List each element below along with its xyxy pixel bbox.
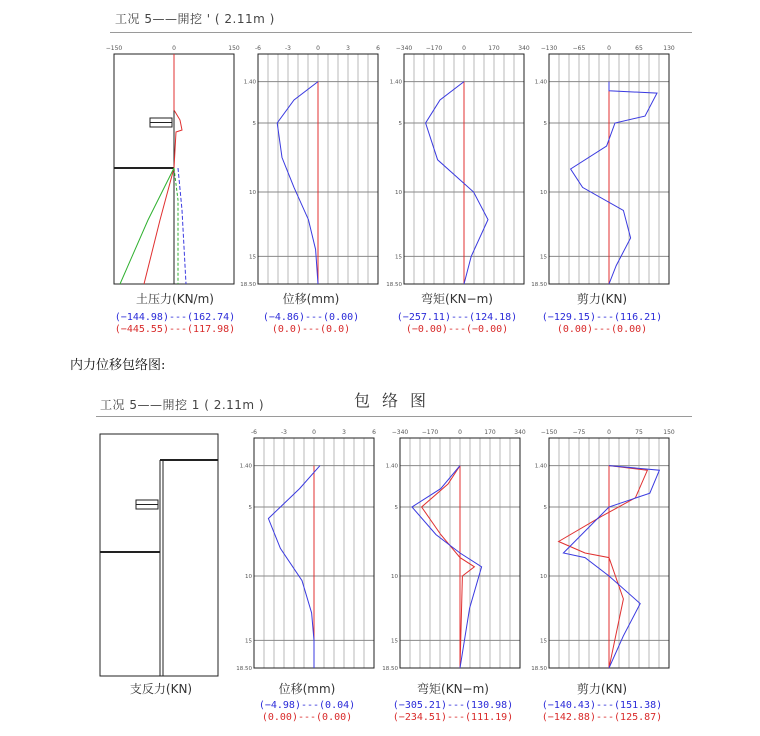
depth-tick-label: 18.50	[531, 282, 547, 288]
top-tick-label: −75	[572, 429, 586, 436]
top-tick-label: 3	[346, 45, 350, 52]
depth-tick-label: 10	[245, 574, 252, 580]
depth-tick-label: 15	[245, 638, 252, 645]
depth-tick-label: 1.40	[243, 79, 256, 86]
section1-header: 工况 5——開挖 ' ( 2.11m )	[115, 12, 275, 26]
soil-green-line	[120, 168, 174, 284]
depth-tick-label: 18.50	[531, 666, 547, 672]
top-tick-label: −65	[572, 45, 586, 52]
s1-moment-blue-range: (−257.11)---(124.18)	[396, 312, 518, 323]
top-tick-label: 6	[376, 45, 380, 52]
top-tick-label: 0	[607, 45, 611, 52]
depth-tick-label: 10	[391, 574, 398, 580]
s2-disp-red-range: (0.00)---(0.00)	[261, 712, 353, 723]
top-tick-label: 0	[316, 45, 320, 52]
soil-pressure-chart	[100, 40, 250, 290]
depth-tick-label: 18.50	[382, 666, 398, 672]
depth-tick-label: 18.50	[240, 282, 256, 288]
red-curve	[559, 466, 648, 668]
depth-tick-label: 5	[398, 121, 402, 127]
s1-disp-red-range: (0.0)---(0.0)	[271, 324, 351, 335]
blue-curve	[563, 466, 659, 668]
top-tick-label: −170	[425, 45, 443, 52]
blue-curve	[426, 82, 488, 284]
top-tick-label: 75	[635, 429, 643, 436]
envelope-title: 包络图	[354, 391, 439, 410]
depth-tick-label: 5	[252, 121, 256, 127]
depth-tick-label: 15	[540, 638, 547, 645]
s2-disp-chart	[232, 424, 382, 674]
depth-tick-label: 15	[540, 254, 547, 261]
blue-curve	[571, 82, 657, 284]
s1-shear-chart	[527, 40, 677, 290]
blue-curve	[277, 82, 318, 284]
envelope-label: 内力位移包络图:	[70, 358, 166, 373]
top-tick-label: 340	[518, 45, 530, 52]
top-tick-label: 65	[635, 45, 643, 52]
s1-moment-red-range: (−0.00)---(−0.00)	[405, 324, 509, 335]
top-tick-label: 170	[488, 45, 500, 52]
top-tick-label: -3	[281, 429, 287, 436]
top-tick-label: −170	[421, 429, 439, 436]
s2-disp-blue-range: (−4.98)---(0.04)	[258, 700, 356, 711]
s2-disp-caption: 位移(mm)	[278, 682, 336, 696]
depth-tick-label: 18.50	[236, 666, 252, 672]
s1-disp-caption: 位移(mm)	[282, 292, 340, 306]
depth-tick-label: 5	[394, 505, 398, 511]
depth-tick-label: 18.50	[386, 282, 402, 288]
support-caption: 支反力(KN)	[129, 682, 193, 696]
top-tick-label: 3	[342, 429, 346, 436]
s2-moment-chart	[378, 424, 528, 674]
soil-blue-line	[178, 168, 186, 284]
depth-tick-label: 5	[543, 121, 547, 127]
depth-tick-label: 15	[391, 638, 398, 645]
top-tick-label: 6	[372, 429, 376, 436]
depth-tick-label: 5	[543, 505, 547, 511]
s2-shear-chart	[527, 424, 677, 674]
s1-shear-blue-range: (−129.15)---(116.21)	[541, 312, 663, 323]
s1-moment-chart	[382, 40, 532, 290]
support-frame	[100, 434, 218, 676]
depth-tick-label: 1.40	[534, 463, 547, 470]
s1-disp-chart	[236, 40, 386, 290]
depth-tick-label: 5	[248, 505, 252, 511]
top-tick-label: -3	[285, 45, 291, 52]
soil-top-tick: 150	[228, 45, 240, 52]
depth-tick-label: 15	[395, 254, 402, 261]
depth-tick-label: 15	[249, 254, 256, 261]
top-tick-label: 0	[312, 429, 316, 436]
s1-disp-blue-range: (−4.86)---(0.00)	[262, 312, 360, 323]
top-tick-label: −150	[540, 429, 558, 436]
soil-green-right	[174, 168, 178, 284]
top-tick-label: 170	[484, 429, 496, 436]
soil-blue-range: (−144.98)---(162.74)	[114, 312, 236, 323]
s2-moment-red-range: (−234.51)---(111.19)	[392, 712, 514, 723]
s2-shear-red-range: (−142.88)---(125.87)	[541, 712, 663, 723]
s2-shear-blue-range: (−140.43)---(151.38)	[541, 700, 663, 711]
depth-tick-label: 1.40	[385, 463, 398, 470]
top-tick-label: −130	[540, 45, 558, 52]
s1-moment-caption: 弯矩(KN−m)	[421, 292, 493, 306]
top-tick-label: 0	[458, 429, 462, 436]
s1-shear-red-range: (0.00)---(0.00)	[556, 324, 648, 335]
top-tick-label: 340	[514, 429, 526, 436]
s1-shear-caption: 剪力(KN)	[576, 292, 628, 306]
depth-tick-label: 1.40	[534, 79, 547, 86]
section1-rule	[110, 32, 692, 33]
soil-top-tick: 0	[172, 45, 176, 52]
section2-header: 工况 5——開挖 1 ( 2.11m )	[100, 398, 265, 412]
top-tick-label: -6	[255, 45, 261, 52]
top-tick-label: 130	[663, 45, 675, 52]
top-tick-label: 150	[663, 429, 675, 436]
blue-curve	[412, 466, 482, 668]
s2-moment-caption: 弯矩(KN−m)	[417, 682, 489, 696]
top-tick-label: 0	[607, 429, 611, 436]
support-reaction-chart	[96, 428, 226, 680]
depth-tick-label: 10	[249, 190, 256, 196]
depth-tick-label: 1.40	[389, 79, 402, 86]
depth-tick-label: 10	[395, 190, 402, 196]
depth-tick-label: 10	[540, 574, 547, 580]
top-tick-label: −340	[395, 45, 413, 52]
top-tick-label: -6	[251, 429, 257, 436]
s2-moment-blue-range: (−305.21)---(130.98)	[392, 700, 514, 711]
depth-tick-label: 1.40	[239, 463, 252, 470]
soil-top-tick: −150	[105, 45, 123, 52]
top-tick-label: −340	[391, 429, 409, 436]
soil-red-range: (−445.55)---(117.98)	[114, 324, 236, 335]
soil-caption: 土压力(KN/m)	[136, 292, 214, 306]
s2-shear-caption: 剪力(KN)	[576, 682, 628, 696]
depth-tick-label: 10	[540, 190, 547, 196]
top-tick-label: 0	[462, 45, 466, 52]
section2-rule	[96, 416, 692, 417]
